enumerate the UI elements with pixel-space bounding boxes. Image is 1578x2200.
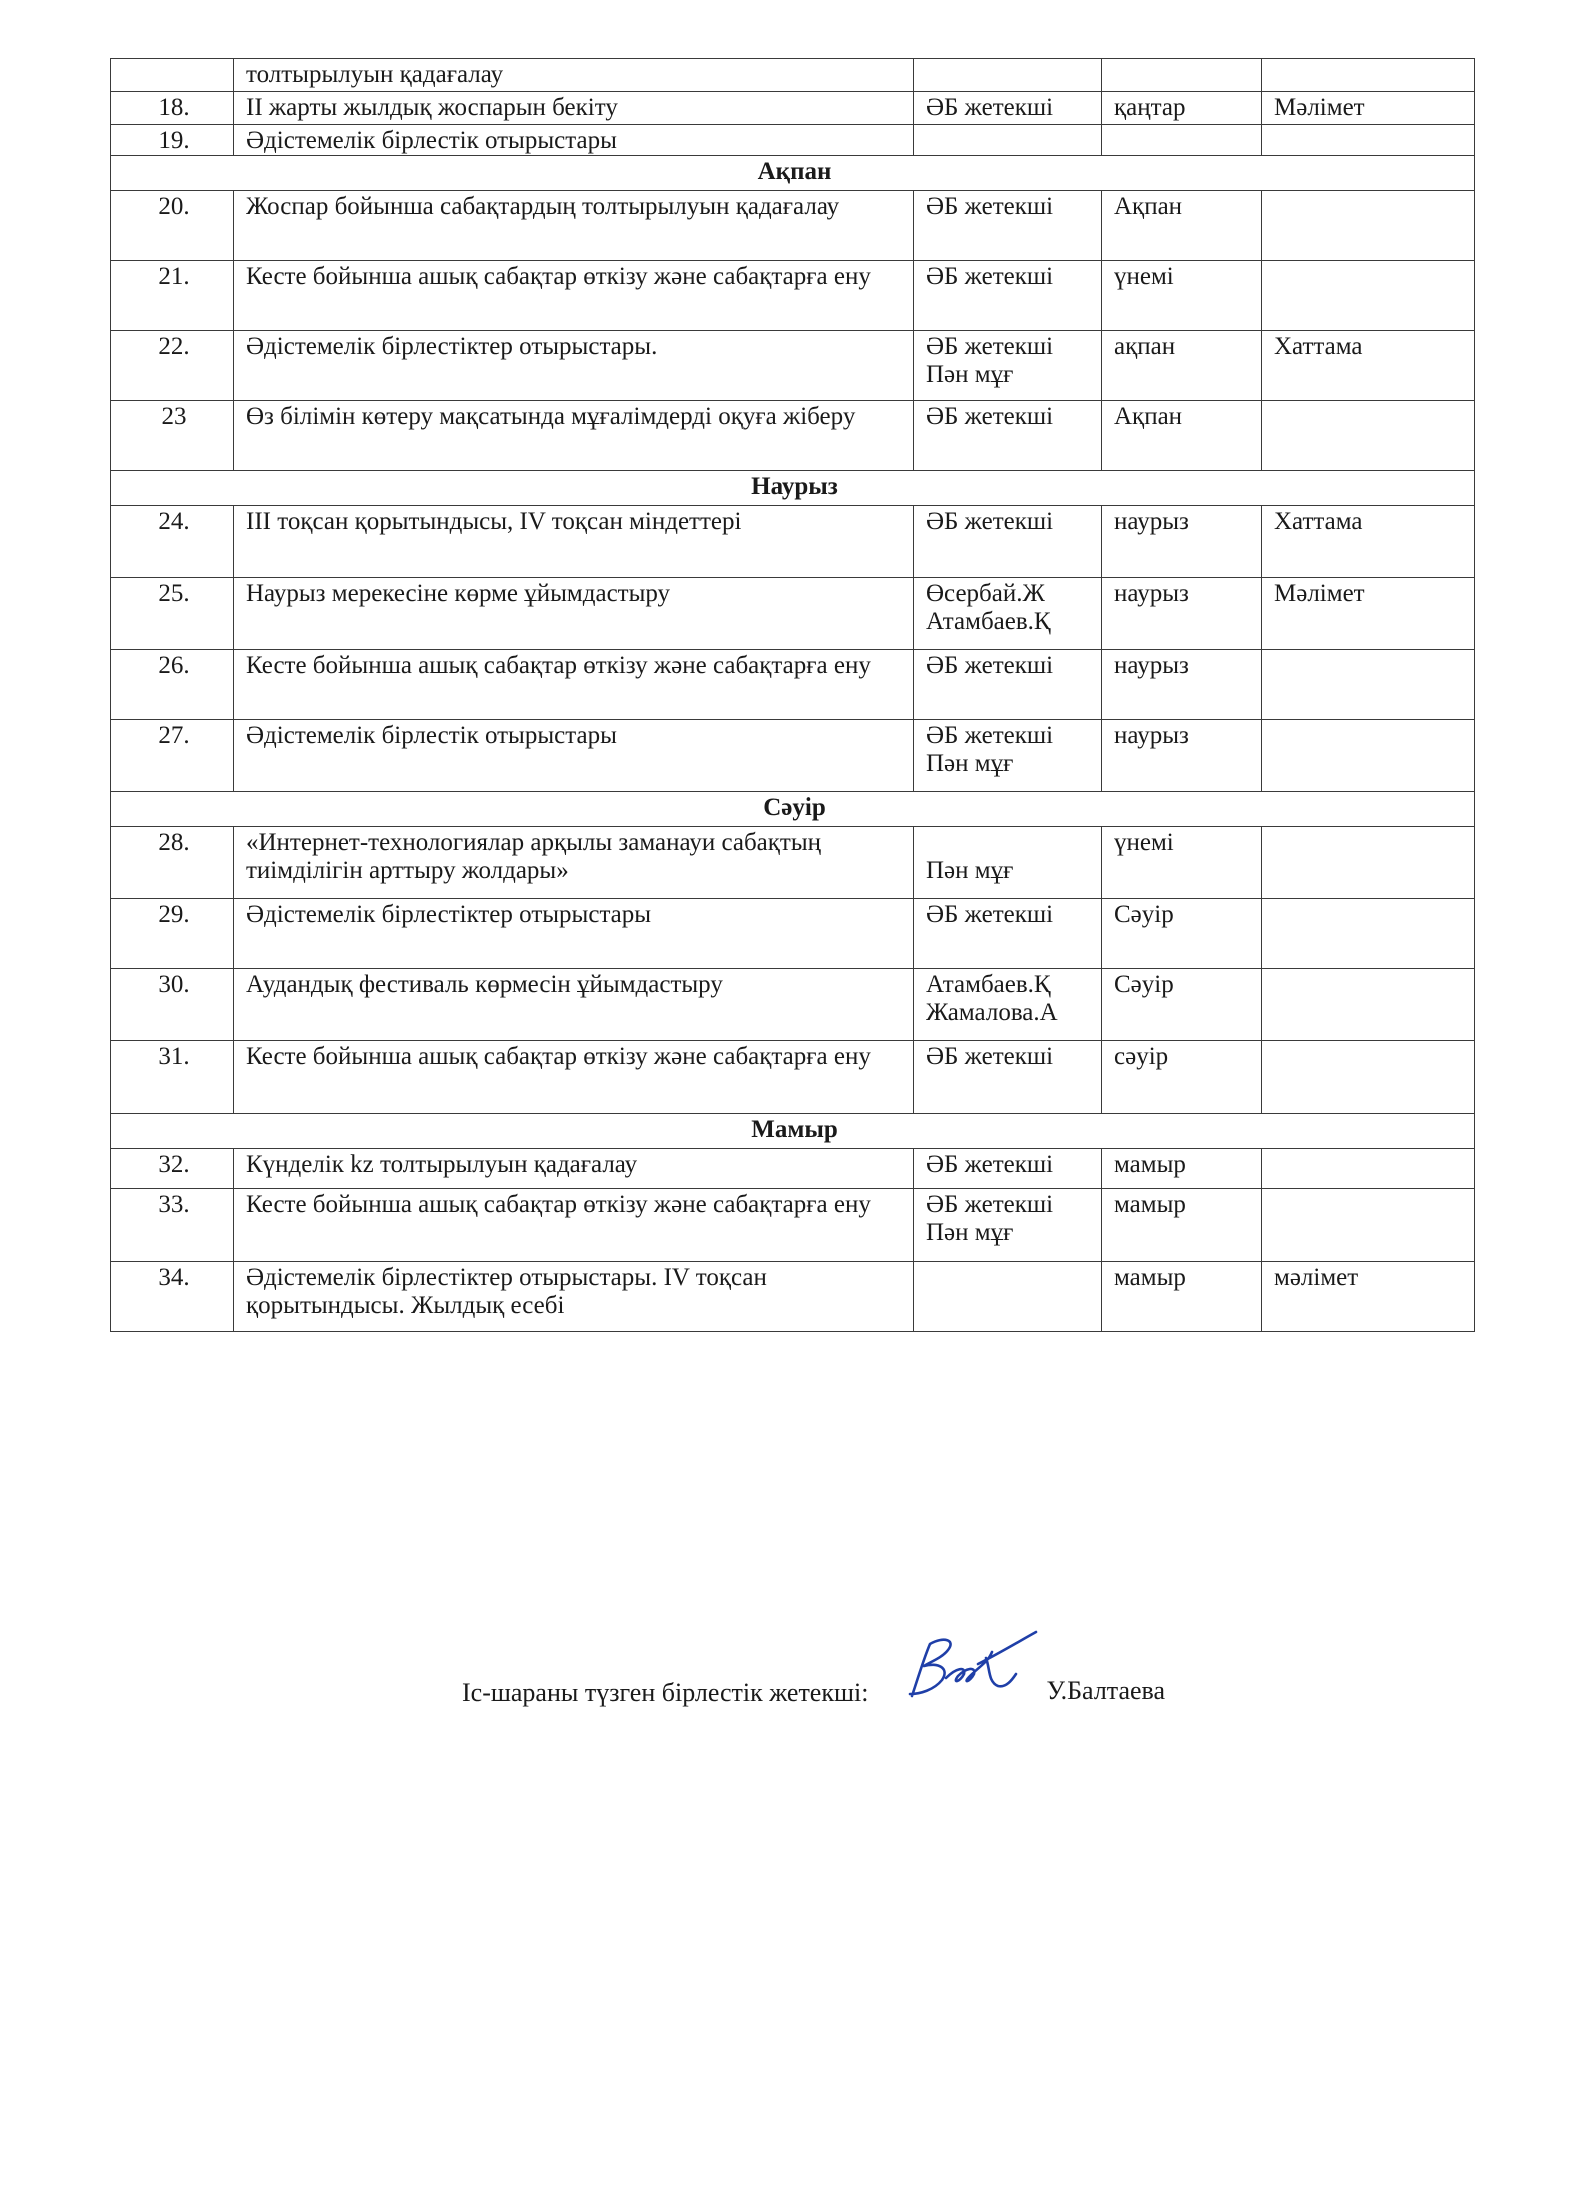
signature-label: Іс-шараны түзген бірлестік жетекші: (462, 1678, 869, 1707)
deadline: мамыр (1102, 1189, 1262, 1262)
section-title: Ақпан (111, 156, 1475, 191)
row-number: 21. (111, 261, 234, 331)
event-name: Кесте бойынша ашық сабақтар өткізу және сабақтарға ену (234, 1189, 914, 1262)
section-title: Сәуір (111, 792, 1475, 827)
table-row (111, 1149, 1475, 1189)
result-form (1262, 969, 1475, 1041)
signatory-name: У.Балтаева (1046, 1676, 1166, 1705)
event-name: II жарты жылдық жоспарын бекіту (234, 92, 914, 125)
table-row (111, 899, 1475, 969)
responsible-person: ӘБ жетекші (914, 191, 1102, 261)
responsible-person: ӘБ жетекші (914, 261, 1102, 331)
result-form: Хаттама (1262, 506, 1475, 578)
row-number: 18. (111, 92, 234, 125)
responsible-person: ӘБ жетекші Пән мұғ (914, 331, 1102, 401)
deadline: сәуір (1102, 1041, 1262, 1114)
responsible-person: Өсербай.Ж Атамбаев.Қ (914, 578, 1102, 650)
result-form (1262, 1189, 1475, 1262)
table-row (111, 1262, 1475, 1332)
event-name: Кесте бойынша ашық сабақтар өткізу және сабақтарға ену (234, 1041, 914, 1114)
row-number: 32. (111, 1149, 234, 1189)
deadline: наурыз (1102, 720, 1262, 792)
row-number: 33. (111, 1189, 234, 1262)
deadline: Сәуір (1102, 969, 1262, 1041)
row-number: 26. (111, 650, 234, 720)
deadline: ақпан (1102, 331, 1262, 401)
responsible-person (914, 59, 1102, 92)
deadline (1102, 125, 1262, 156)
result-form (1262, 125, 1475, 156)
row-number: 27. (111, 720, 234, 792)
table-row (111, 578, 1475, 650)
deadline: Сәуір (1102, 899, 1262, 969)
responsible-person: ӘБ жетекші (914, 650, 1102, 720)
section-header-row (111, 1114, 1475, 1149)
row-number: 28. (111, 827, 234, 899)
result-form: Хаттама (1262, 331, 1475, 401)
responsible-person: ӘБ жетекші (914, 92, 1102, 125)
handwritten-signature-icon (890, 1628, 1040, 1708)
deadline: үнемі (1102, 261, 1262, 331)
result-form (1262, 827, 1475, 899)
result-form: Мәлімет (1262, 578, 1475, 650)
deadline: мамыр (1102, 1149, 1262, 1189)
signature-line (462, 1628, 1165, 1708)
table-row (111, 92, 1475, 125)
responsible-person: ӘБ жетекші (914, 899, 1102, 969)
event-name: Өз білімін көтеру мақсатында мұғалімдерді оқуға жіберу (234, 401, 914, 471)
deadline (1102, 59, 1262, 92)
event-name: Әдістемелік бірлестік отырыстары (234, 125, 914, 156)
table-row (111, 969, 1475, 1041)
result-form (1262, 1041, 1475, 1114)
event-name: Әдістемелік бірлестіктер отырыстары (234, 899, 914, 969)
deadline: Ақпан (1102, 401, 1262, 471)
table-row (111, 125, 1475, 156)
row-number: 19. (111, 125, 234, 156)
deadline: наурыз (1102, 650, 1262, 720)
responsible-person: ӘБ жетекші Пән мұғ (914, 1189, 1102, 1262)
deadline: наурыз (1102, 506, 1262, 578)
event-name: «Интернет-технологиялар арқылы заманауи сабақтың тиімділігін арттыру жолдары» (234, 827, 914, 899)
result-form: Мәлімет (1262, 92, 1475, 125)
table-row (111, 506, 1475, 578)
result-form (1262, 261, 1475, 331)
table-row (111, 401, 1475, 471)
deadline: Ақпан (1102, 191, 1262, 261)
deadline: қаңтар (1102, 92, 1262, 125)
event-name: Кесте бойынша ашық сабақтар өткізу және сабақтарға ену (234, 261, 914, 331)
responsible-person (914, 125, 1102, 156)
table-row (111, 650, 1475, 720)
event-name: Әдістемелік бірлестік отырыстары (234, 720, 914, 792)
event-name: толтырылуын қадағалау (234, 59, 914, 92)
event-name: Аудандық фестиваль көрмесін ұйымдастыру (234, 969, 914, 1041)
event-name: Жоспар бойынша сабақтардың толтырылуын қадағалау (234, 191, 914, 261)
table-row (111, 1041, 1475, 1114)
table-row (111, 261, 1475, 331)
responsible-person: ӘБ жетекші (914, 1041, 1102, 1114)
row-number: 23 (111, 401, 234, 471)
result-form (1262, 59, 1475, 92)
section-header-row (111, 471, 1475, 506)
table-row (111, 827, 1475, 899)
event-name: Наурыз мерекесіне көрме ұйымдастыру (234, 578, 914, 650)
responsible-person: ӘБ жетекші Пән мұғ (914, 720, 1102, 792)
result-form (1262, 650, 1475, 720)
event-name: Әдістемелік бірлестіктер отырыстары. (234, 331, 914, 401)
row-number (111, 59, 234, 92)
section-title: Мамыр (111, 1114, 1475, 1149)
table-row (111, 191, 1475, 261)
result-form (1262, 401, 1475, 471)
responsible-person: ӘБ жетекші (914, 401, 1102, 471)
result-form (1262, 1149, 1475, 1189)
table-row (111, 331, 1475, 401)
responsible-person: Атамбаев.Қ Жамалова.А (914, 969, 1102, 1041)
deadline: мамыр (1102, 1262, 1262, 1332)
event-plan-table (110, 58, 1475, 1332)
row-number: 20. (111, 191, 234, 261)
responsible-person: ӘБ жетекші (914, 1149, 1102, 1189)
table-row (111, 59, 1475, 92)
deadline: үнемі (1102, 827, 1262, 899)
row-number: 31. (111, 1041, 234, 1114)
result-form (1262, 191, 1475, 261)
section-header-row (111, 156, 1475, 191)
row-number: 24. (111, 506, 234, 578)
section-title: Наурыз (111, 471, 1475, 506)
event-name: Әдістемелік бірлестіктер отырыстары. IV тоқсан қорытындысы. Жылдық есебі (234, 1262, 914, 1332)
responsible-person (914, 1262, 1102, 1332)
event-name: III тоқсан қорытындысы, IV тоқсан міндеттері (234, 506, 914, 578)
table-row (111, 1189, 1475, 1262)
row-number: 34. (111, 1262, 234, 1332)
row-number: 30. (111, 969, 234, 1041)
deadline: наурыз (1102, 578, 1262, 650)
responsible-person: Пән мұғ (914, 827, 1102, 899)
event-name: Кесте бойынша ашық сабақтар өткізу және сабақтарға ену (234, 650, 914, 720)
result-form (1262, 720, 1475, 792)
row-number: 25. (111, 578, 234, 650)
section-header-row (111, 792, 1475, 827)
row-number: 22. (111, 331, 234, 401)
event-plan-body (111, 59, 1475, 1332)
row-number: 29. (111, 899, 234, 969)
responsible-person: ӘБ жетекші (914, 506, 1102, 578)
table-row (111, 720, 1475, 792)
result-form (1262, 899, 1475, 969)
event-name: Күнделік kz толтырылуын қадағалау (234, 1149, 914, 1189)
result-form: мәлімет (1262, 1262, 1475, 1332)
